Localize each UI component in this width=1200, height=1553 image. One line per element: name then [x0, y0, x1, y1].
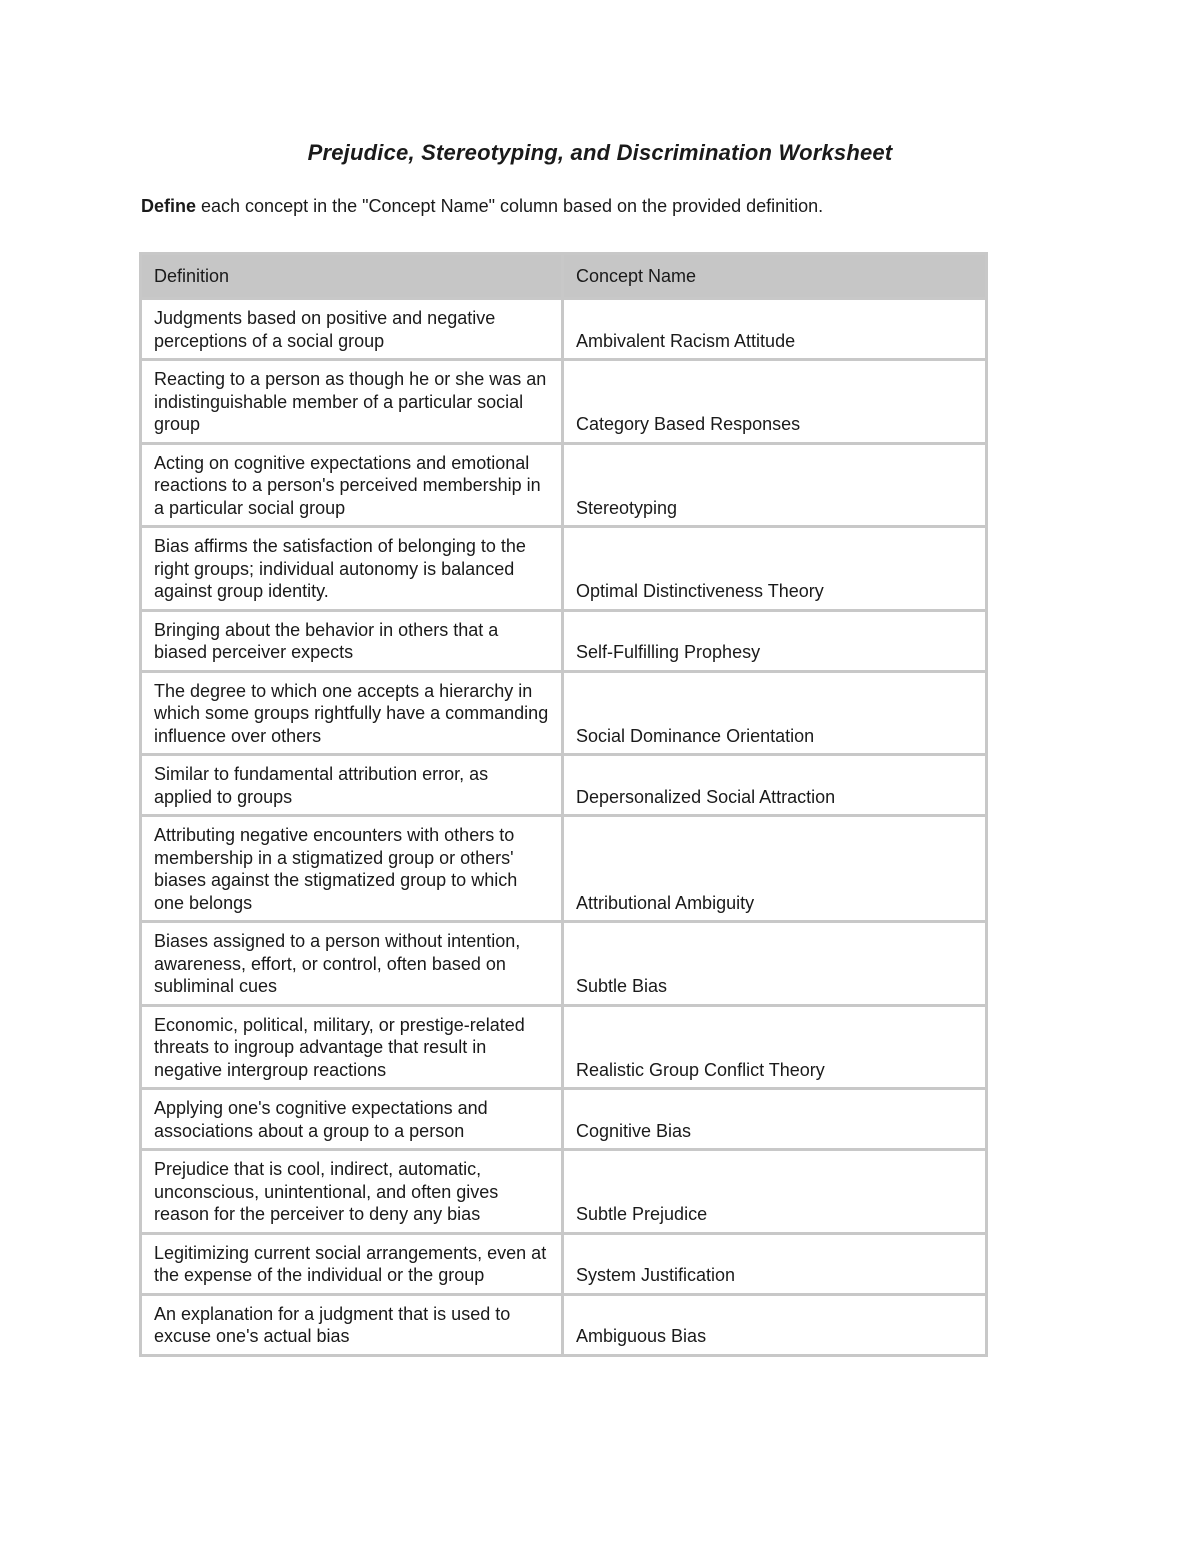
table-row [141, 443, 987, 527]
instructions-text: each concept in the "Concept Name" column based on the provided definition. [196, 196, 824, 216]
concept-cell: System Justification [563, 1233, 987, 1294]
table-row [141, 527, 987, 611]
definition-cell: The degree to which one accepts a hierarchy in which some groups rightfully have a commanding influence over others [141, 671, 563, 755]
table-row [141, 1150, 987, 1234]
page-title: Prejudice, Stereotyping, and Discrimination Worksheet [307, 140, 893, 165]
table-row [141, 299, 987, 360]
definition-cell: Legitimizing current social arrangements, even at the expense of the individual or the group [141, 1233, 563, 1294]
table-row [141, 1005, 987, 1089]
worksheet-table [139, 252, 988, 1357]
concept-cell: Subtle Prejudice [563, 1150, 987, 1234]
definition-cell: Applying one's cognitive expectations and associations about a group to a person [141, 1089, 563, 1150]
definition-cell: An explanation for a judgment that is used to excuse one's actual bias [141, 1294, 563, 1355]
definition-cell: Acting on cognitive expectations and emotional reactions to a person's perceived membership in a particular social group [141, 443, 563, 527]
definition-cell: Biases assigned to a person without intention, awareness, effort, or control, often based on subliminal cues [141, 922, 563, 1006]
definition-cell: Judgments based on positive and negative perceptions of a social group [141, 299, 563, 360]
concept-cell: Optimal Distinctiveness Theory [563, 527, 987, 611]
table-row [141, 816, 987, 922]
concept-cell: Depersonalized Social Attraction [563, 755, 987, 816]
table-row [141, 755, 987, 816]
table-row [141, 610, 987, 671]
header-definition: Definition [141, 254, 563, 299]
instructions [141, 196, 823, 217]
concept-cell: Ambivalent Racism Attitude [563, 299, 987, 360]
definition-cell: Economic, political, military, or prestige-related threats to ingroup advantage that result in negative intergroup reactions [141, 1005, 563, 1089]
concept-cell: Attributional Ambiguity [563, 816, 987, 922]
concept-cell: Self-Fulfilling Prophesy [563, 610, 987, 671]
table-row [141, 1233, 987, 1294]
concept-cell: Subtle Bias [563, 922, 987, 1006]
table-header-row [141, 254, 987, 299]
definition-cell: Reacting to a person as though he or she was an indistinguishable member of a particular social group [141, 360, 563, 444]
concept-cell: Cognitive Bias [563, 1089, 987, 1150]
definition-cell: Attributing negative encounters with others to membership in a stigmatized group or others' biases against the stigmatized group to which one belongs [141, 816, 563, 922]
concept-cell: Ambiguous Bias [563, 1294, 987, 1355]
concept-cell: Category Based Responses [563, 360, 987, 444]
instructions-bold-word: Define [141, 196, 197, 216]
table-row [141, 360, 987, 444]
concept-cell: Realistic Group Conflict Theory [563, 1005, 987, 1089]
table-row [141, 1089, 987, 1150]
table-row [141, 922, 987, 1006]
concept-cell: Social Dominance Orientation [563, 671, 987, 755]
definition-cell: Bringing about the behavior in others that a biased perceiver expects [141, 610, 563, 671]
table-row [141, 671, 987, 755]
concept-cell: Stereotyping [563, 443, 987, 527]
definition-cell: Similar to fundamental attribution error, as applied to groups [141, 755, 563, 816]
definition-cell: Bias affirms the satisfaction of belonging to the right groups; individual autonomy is balanced against group identity. [141, 527, 563, 611]
table-row [141, 1294, 987, 1355]
header-concept-name: Concept Name [563, 254, 987, 299]
definition-cell: Prejudice that is cool, indirect, automatic, unconscious, unintentional, and often gives reason for the perceiver to deny any bias [141, 1150, 563, 1234]
